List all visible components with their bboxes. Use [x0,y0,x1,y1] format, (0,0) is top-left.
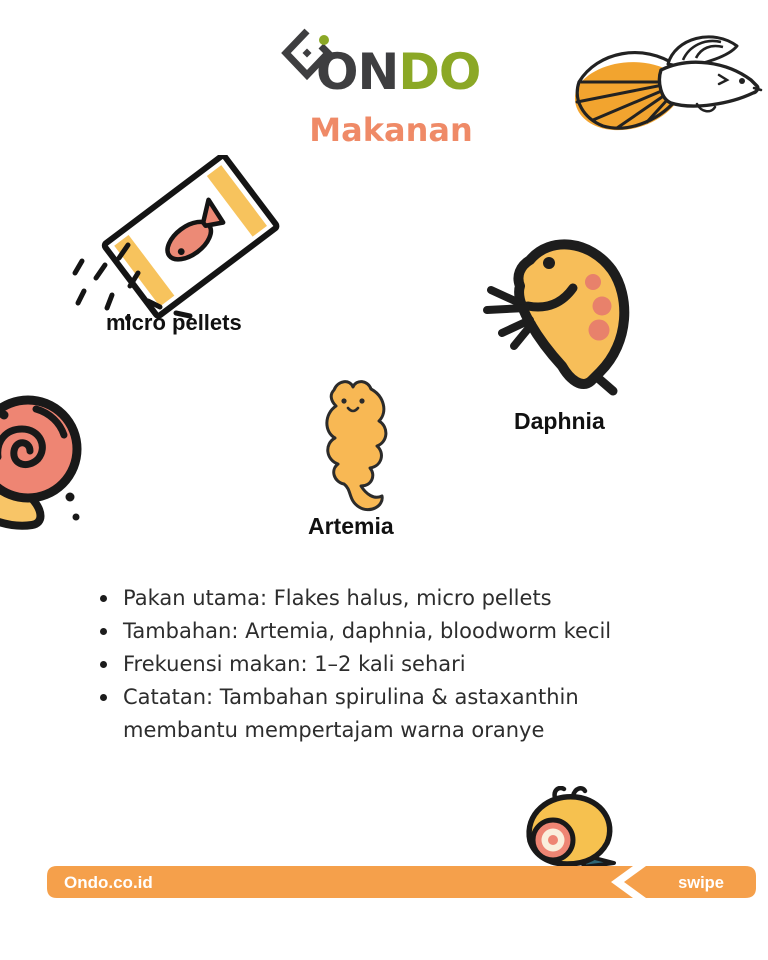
artemia-icon [296,374,408,516]
bullet-dot [100,595,107,602]
list-item [100,615,680,648]
bullet-text: Frekuensi makan: 1–2 kali sehari [123,652,466,676]
guppy-fish-icon [565,20,765,138]
page-title: Makanan [309,111,473,149]
list-item [100,648,680,681]
footer-bar [0,852,768,912]
bullet-dot [100,661,107,668]
logo-text-on: ON [316,43,399,101]
artemia-label: Artemia [308,513,394,539]
daphnia-icon [478,230,653,400]
brand-logo [316,44,480,100]
site-url: Ondo.co.id [64,873,153,892]
logo-text-do: DO [398,43,481,101]
bullet-text: Pakan utama: Flakes halus, micro pellets [123,586,552,610]
daphnia-label: Daphnia [514,408,605,434]
micro-pellets-label: micro pellets [106,310,242,335]
snail-icon [0,383,111,535]
swipe-label[interactable]: swipe [678,874,724,892]
bullet-dot [100,628,107,635]
feeding-info-list [100,582,680,747]
bullet-text: Tambahan: Artemia, daphnia, bloodworm kecil [123,619,612,643]
list-item [100,681,680,747]
bullet-text: Catatan: Tambahan spirulina & astaxanthin membantu mempertajam warna oranye [123,685,579,742]
bullet-dot [100,694,107,701]
pellet-packet-icon [60,155,290,327]
list-item [100,582,680,615]
